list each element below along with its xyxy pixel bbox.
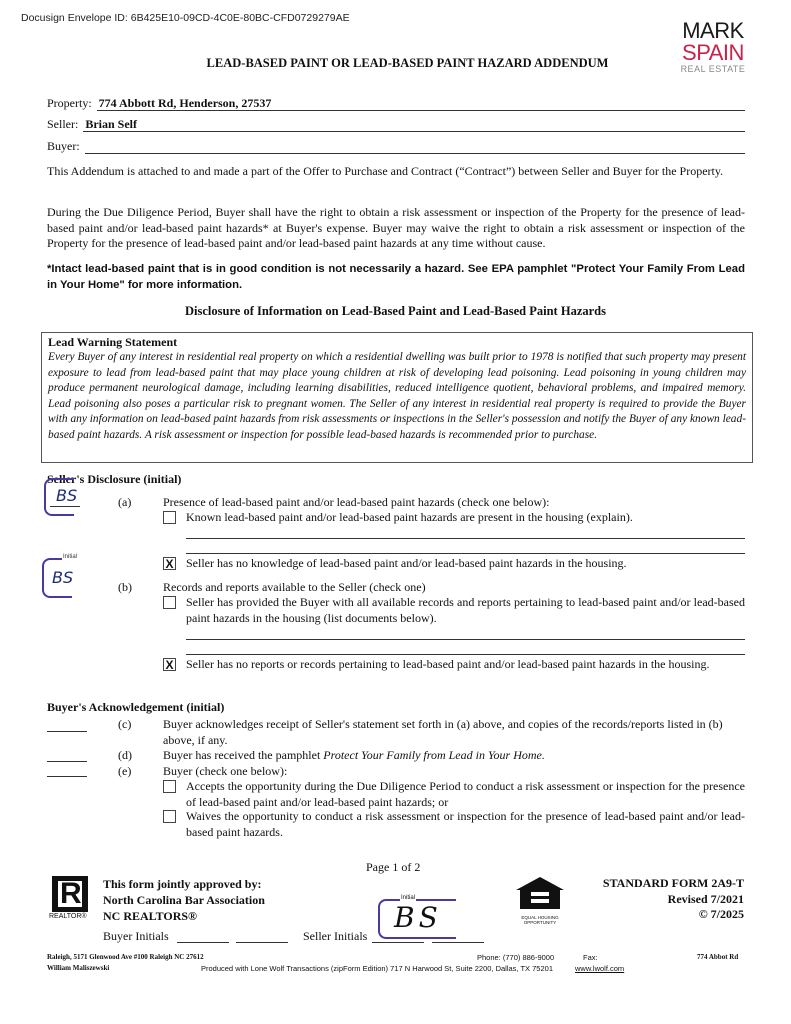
phone: Phone: (770) 886-9000 bbox=[477, 953, 555, 962]
file-name: 774 Abbot Rd bbox=[697, 953, 739, 961]
checkbox-known-lead-paint[interactable] bbox=[163, 511, 176, 524]
seller-initials-signature[interactable] bbox=[378, 895, 456, 939]
option-no-knowledge: Seller has no knowledge of lead-based paint and/or lead-based paint hazards in the housing. bbox=[186, 556, 627, 570]
buyer-value[interactable] bbox=[85, 139, 745, 154]
item-d-text bbox=[163, 748, 745, 764]
item-d-letter: (d) bbox=[118, 748, 132, 762]
option-records-provided: Seller has provided the Buyer with all available records and reports pertaining to lead-based paint and/or lead-based paint hazards in the housing (list documents below). bbox=[186, 595, 745, 625]
logo-line-1: MARK bbox=[682, 18, 744, 43]
form-id: STANDARD FORM 2A9-T bbox=[602, 876, 744, 890]
initial-line-a bbox=[50, 506, 80, 507]
realtor-label: REALTOR® bbox=[49, 913, 87, 920]
website-link[interactable]: www.lwolf.com bbox=[575, 964, 625, 973]
explain-line-2[interactable] bbox=[186, 553, 745, 554]
checkbox-records-provided[interactable] bbox=[163, 596, 176, 609]
addendum-intro: This Addendum is attached to and made a part of the Offer to Purchase and Contract (“Contract”) between Seller and Buyer for the Property. bbox=[47, 164, 724, 178]
documents-line-1[interactable] bbox=[186, 639, 745, 640]
option-waives-opportunity: Waives the opportunity to conduct a risk assessment or inspection for the presence of lead-based paint and/or lead-based paint hazards. bbox=[186, 809, 745, 839]
item-c-text: Buyer acknowledges receipt of Seller's statement set forth in (a) above, and copies of the records/reports listed in (b) above, if any. bbox=[163, 717, 723, 747]
item-b-letter: (b) bbox=[118, 580, 132, 594]
option-no-records: Seller has no reports or records pertaining to lead-based paint and/or lead-based paint hazards in the housing. bbox=[186, 657, 710, 671]
fax: Fax: bbox=[583, 953, 598, 962]
eho-text bbox=[514, 915, 566, 925]
item-e-letter: (e) bbox=[118, 764, 132, 778]
seller-initials-line-1[interactable] bbox=[372, 942, 424, 943]
seller-initials-label: Seller Initials bbox=[303, 929, 368, 943]
option-accepts-opportunity: Accepts the opportunity during the Due Diligence Period to conduct a risk assessment or inspection for the presence of lead-based paint and/or lead-based paint hazards; or bbox=[186, 779, 745, 809]
agent-name: William Maliszewski bbox=[47, 964, 110, 972]
explain-line-1[interactable] bbox=[186, 538, 745, 539]
lead-warning-statement bbox=[41, 332, 753, 463]
item-b-text: Records and reports available to the Seller (check one) bbox=[163, 580, 426, 594]
buyer-initials-line-2[interactable] bbox=[236, 942, 288, 943]
realtor-r-glyph: R bbox=[60, 877, 82, 910]
checkbox-no-records[interactable]: X bbox=[163, 658, 176, 671]
produced-by: Produced with Lone Wolf Transactions (zipForm Edition) 717 N Harwood St, Suite 2200, Dallas, TX 75201 bbox=[201, 964, 553, 973]
seller-initials-footer: BS bbox=[394, 901, 442, 934]
buyer-field bbox=[47, 139, 745, 154]
envelope-id: Docusign Envelope ID: 6B425E10-09CD-4C0E-80BC-CFD0729279AE bbox=[21, 12, 350, 24]
equal-housing-icon bbox=[514, 876, 566, 925]
property-value[interactable]: 774 Abbott Rd, Henderson, 27537 bbox=[97, 96, 745, 111]
initial-tag-b: Initial bbox=[63, 554, 78, 560]
revised-date: Revised 7/2021 bbox=[667, 891, 744, 906]
copyright: © 7/2025 bbox=[698, 907, 744, 921]
property-label: Property: bbox=[47, 96, 92, 110]
checkbox-no-knowledge[interactable]: X bbox=[163, 557, 176, 570]
house-icon bbox=[514, 876, 566, 910]
eho-line-2: OPPORTUNITY bbox=[523, 920, 557, 925]
property-field bbox=[47, 96, 745, 111]
seller-field bbox=[47, 117, 745, 132]
item-d-text-plain: Buyer has received the pamphlet bbox=[163, 748, 324, 762]
eho-line-1: EQUAL HOUSING bbox=[521, 915, 559, 920]
buyer-label: Buyer: bbox=[47, 139, 80, 153]
seller-label: Seller: bbox=[47, 117, 79, 131]
seller-initial-box-a[interactable] bbox=[44, 478, 78, 516]
item-c-letter: (c) bbox=[118, 717, 132, 731]
document-title: LEAD-BASED PAINT OR LEAD-BASED PAINT HAZARD ADDENDUM bbox=[206, 56, 609, 70]
checkbox-accepts-opportunity[interactable] bbox=[163, 780, 176, 793]
buyer-initial-e[interactable] bbox=[47, 776, 87, 777]
item-e-text: Buyer (check one below): bbox=[163, 764, 288, 778]
seller-initials-line-2[interactable] bbox=[432, 942, 484, 943]
due-diligence-paragraph: During the Due Diligence Period, Buyer shall have the right to obtain a risk assessment or inspection of the Property for the presence of lead-based paint and/or lead-based paint hazards* at Buyer's expense. Buyer may waive the right to obtain a risk assessment or inspection of the Property for the presence of lead-based paint and/or lead-based paint hazards at any time without cause. bbox=[47, 205, 745, 250]
pamphlet-title: Protect Your Family from Lead in Your Home. bbox=[323, 748, 545, 762]
page-number: Page 1 of 2 bbox=[366, 860, 421, 874]
option-known-lead-paint: Known lead-based paint and/or lead-based paint hazards are present in the housing (explain). bbox=[186, 510, 633, 524]
item-a-letter: (a) bbox=[118, 495, 132, 509]
approval-block bbox=[103, 876, 265, 924]
office-address: Raleigh, 5171 Glenwood Ave #100 Raleigh NC 27612 bbox=[47, 953, 204, 961]
item-a-text: Presence of lead-based paint and/or lead-based paint hazards (check one below): bbox=[163, 495, 550, 509]
approved-by: This form jointly approved by: bbox=[103, 877, 262, 891]
disclosure-heading: Disclosure of Information on Lead-Based Paint and Lead-Based Paint Hazards bbox=[185, 304, 606, 318]
seller-value[interactable]: Brian Self bbox=[83, 117, 745, 132]
initial-tag-footer: Initial bbox=[401, 895, 416, 901]
checkbox-waives-opportunity[interactable] bbox=[163, 810, 176, 823]
buyer-initials-line-1[interactable] bbox=[177, 942, 229, 943]
logo-line-3: REAL ESTATE bbox=[680, 64, 746, 74]
seller-initials-b: BS bbox=[52, 568, 74, 587]
nc-realtors: NC REALTORS® bbox=[103, 909, 197, 923]
realtor-logo-icon bbox=[52, 876, 88, 912]
buyer-ack-heading: Buyer's Acknowledgement (initial) bbox=[47, 700, 225, 714]
logo-line-2: SPAIN bbox=[682, 40, 744, 65]
warning-heading: Lead Warning Statement bbox=[48, 335, 178, 349]
warning-text: Every Buyer of any interest in residential real property on which a residential dwelling was built prior to 1978 is notified that such property may present exposure to lead from lead-based paint that may place young children at risk of developing lead poisoning. Lead poisoning in young children may produce permanent neurological damage, including learning disabilities, reduced intelligence quotient, behavioral problems, and impaired memory. Lead poisoning also poses a particular risk to pregnant women. The Seller of any interest in residential real property is required to provide the Buyer with any information on lead-based paint hazards from risk assessments or inspections in the Seller's possession and notify the Buyer of any known lead-based paint hazards. A risk assessment or inspection for possible lead-based hazards is recommended prior to purchase. bbox=[48, 351, 746, 441]
buyer-initial-c[interactable] bbox=[47, 731, 87, 732]
buyer-initials-label: Buyer Initials bbox=[103, 929, 169, 943]
intact-paint-note: *Intact lead-based paint that is in good condition is not necessarily a hazard. See EPA pamphlet "Protect Your Family From Lead in Your Home" for more information. bbox=[47, 263, 745, 291]
form-info bbox=[560, 876, 744, 923]
seller-initial-box-b[interactable] bbox=[38, 554, 80, 600]
nc-bar-association: North Carolina Bar Association bbox=[103, 893, 265, 907]
seller-initials-a: BS bbox=[56, 486, 78, 505]
buyer-initial-d[interactable] bbox=[47, 761, 87, 762]
documents-line-2[interactable] bbox=[186, 654, 745, 655]
seller-disclosure-heading: Seller's Disclosure (initial) bbox=[47, 472, 182, 486]
